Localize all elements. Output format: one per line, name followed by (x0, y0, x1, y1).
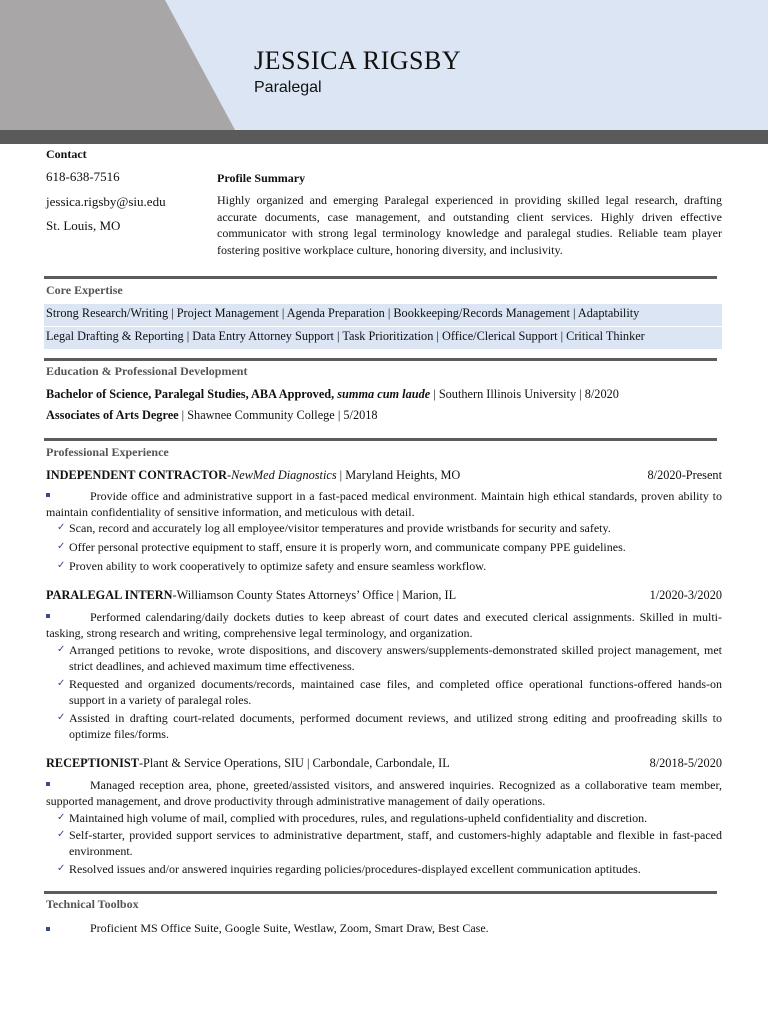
contact-email[interactable]: jessica.rigsby@siu.edu (46, 194, 166, 209)
expertise-line-1: Strong Research/Writing | Project Management | Agenda Preparation | Bookkeeping/Records Management | Adaptability (46, 306, 640, 320)
job-summary: Managed reception area, phone, greeted/assisted visitors, and answered inquiries. Recognized as a collaborative team member, supported management, and drove productivity through administrative management of daily operations. (46, 778, 722, 808)
check-bullet-icon: ✓ (57, 712, 66, 723)
check-bullet-icon: ✓ (57, 560, 66, 571)
section-divider (44, 276, 717, 279)
job-org: Plant & Service Operations, SIU | Carbondale, Carbondale, IL (143, 756, 450, 770)
job-bullet: Resolved issues and/or answered inquiries regarding policies/procedures-displayed excellent communication aptitudes. (69, 862, 641, 876)
degree-2-details: | Shawnee Community College | 5/2018 (178, 408, 378, 422)
degree-1-honors: summa cum laude (337, 387, 431, 401)
check-bullet-icon: ✓ (57, 829, 66, 840)
section-divider (44, 891, 717, 894)
degree-2-name: Associates of Arts Degree (46, 408, 179, 422)
job-dates: 8/2018-5/2020 (649, 756, 722, 770)
job-org-italic: NewMed Diagnostics (231, 468, 337, 482)
job-role: PARALEGAL INTERN (46, 588, 173, 602)
job-role: INDEPENDENT CONTRACTOR (46, 468, 227, 482)
check-bullet-icon: ✓ (57, 541, 66, 552)
job-summary: Performed calendaring/daily dockets duties to keep abreast of court dates and executed clerical assignments. Skilled in multi-tasking, strong research and writing, comprehensive legal terminology, and organization. (46, 610, 722, 640)
degree-1-name: Bachelor of Science, Paralegal Studies, ABA Approved, (46, 387, 338, 401)
toolbox-text: Proficient MS Office Suite, Google Suite, Westlaw, Zoom, Smart Draw, Best Case. (90, 921, 489, 935)
contact-phone: 618-638-7516 (46, 169, 120, 184)
education-label: Education & Professional Development (46, 364, 248, 378)
section-divider (44, 358, 717, 361)
check-bullet-icon: ✓ (57, 678, 66, 689)
section-divider (44, 438, 717, 441)
job-summary: Provide office and administrative support in a fast-paced medical environment. Maintain high ethical standards, proven ability to maintain confidentiality of sensitive information, and meticulous with detail. (46, 489, 722, 519)
job-dates: 1/2020-3/2020 (649, 588, 722, 602)
education-degree-1 (46, 387, 619, 402)
expertise-line-2: Legal Drafting & Reporting | Data Entry Attorney Support | Task Prioritization | Office/Clerical Support | Critical Thinker (46, 329, 645, 343)
toolbox-label: Technical Toolbox (46, 897, 139, 911)
job-bullet: Offer personal protective equipment to staff, ensure it is properly worn, and communicate company PPE guidelines. (69, 540, 626, 554)
job-heading: INDEPENDENT CONTRACTOR-NewMed Diagnostics | Maryland Heights, MO (46, 468, 461, 482)
job-org: Williamson County States Attorneys’ Office | Marion, IL (176, 588, 457, 602)
job-dates: 8/2020-Present (647, 468, 722, 482)
summary-text: Highly organized and emerging Paralegal experienced in providing skilled legal research, drafting accurate documents, case management, and outstanding client services. Highly driven effective communicator with strong legal terminology knowledge and paralegal studies. Reliable team player fostering positive workplace culture, honoring diversity, and inclusivity. (217, 193, 722, 257)
check-bullet-icon: ✓ (57, 644, 66, 655)
job-heading: PARALEGAL INTERN-Williamson County States Attorneys’ Office | Marion, IL (46, 588, 457, 602)
job-bullet: Requested and organized documents/records, maintained case files, and completed office operational functions-offered hands-on support in a variety of paralegal roles. (69, 677, 722, 707)
candidate-name: JESSICA RIGSBY (254, 46, 462, 75)
header-bar (0, 130, 768, 144)
job-bullet: Assisted in drafting court-related documents, performed document reviews, and utilized strong editing and proofreading skills to optimize files/forms. (69, 711, 722, 741)
square-bullet-icon (46, 927, 50, 931)
check-bullet-icon: ✓ (57, 812, 66, 823)
job-bullet: Scan, record and accurately log all employee/visitor temperatures and provide wristbands for security and safety. (69, 521, 611, 535)
degree-1-details: | Southern Illinois University | 8/2020 (430, 387, 619, 401)
contact-location: St. Louis, MO (46, 218, 121, 233)
job-bullet: Arranged petitions to revoke, wrote dispositions, and discovery answers/supplements-demonstrated skilled project management, met strict deadlines, and achieved maximum time effectiveness. (69, 643, 722, 673)
check-bullet-icon: ✓ (57, 522, 66, 533)
contact-label: Contact (46, 147, 87, 161)
check-bullet-icon: ✓ (57, 863, 66, 874)
job-org: | Maryland Heights, MO (336, 468, 461, 482)
job-role: RECEPTIONIST (46, 756, 139, 770)
job-bullet: Proven ability to work cooperatively to optimize safety and ensure seamless workflow. (69, 559, 487, 573)
job-bullet: Maintained high volume of mail, complied with procedures, rules, and regulations-upheld confidentiality and discretion. (69, 811, 648, 825)
experience-label: Professional Experience (46, 445, 169, 459)
summary-label: Profile Summary (217, 171, 306, 185)
job-heading: RECEPTIONIST-Plant & Service Operations, SIU | Carbondale, Carbondale, IL (46, 756, 450, 770)
core-expertise-label: Core Expertise (46, 283, 123, 297)
education-degree-2 (46, 408, 378, 423)
candidate-title: Paralegal (254, 79, 322, 96)
job-bullet: Self-starter, provided support services to administrative department, staff, and customers-highly adaptable and flexible in fast-paced environment. (69, 828, 722, 858)
